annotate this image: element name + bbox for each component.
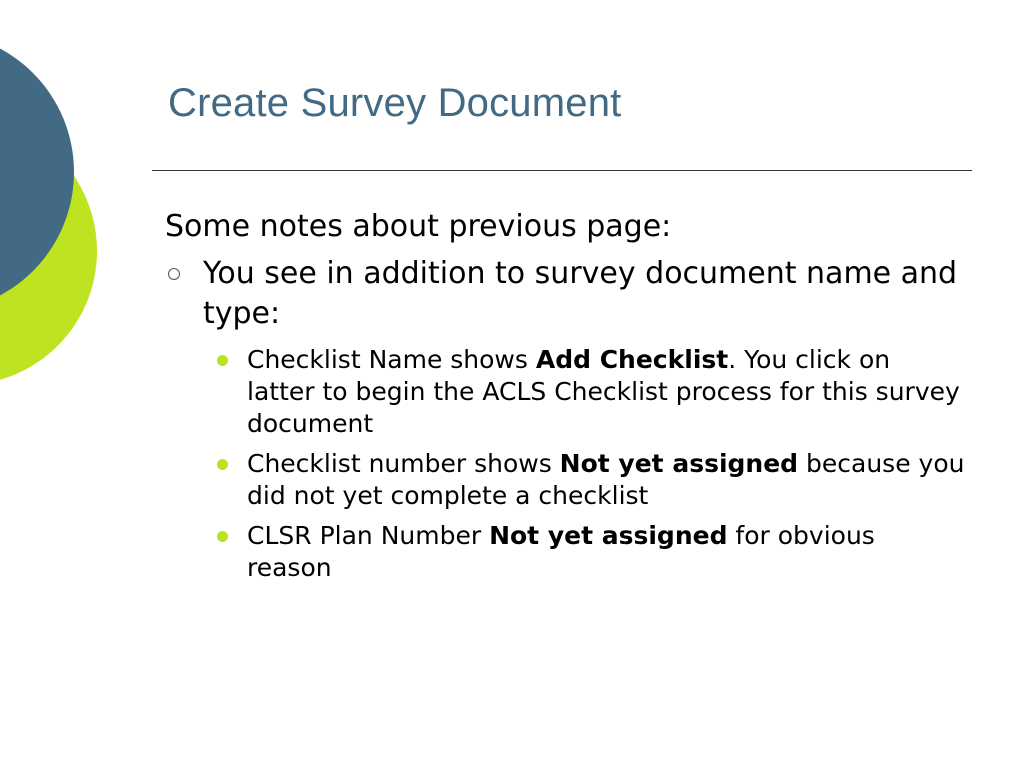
sub-bullet-text-bold: Not yet assigned — [559, 449, 799, 478]
sub-bullet-item — [210, 448, 965, 512]
sub-bullet-item — [210, 520, 965, 584]
sub-bullet-text-pre: Checklist Name shows — [247, 345, 536, 374]
sub-bullet-text-post: . You click on latter to begin the ACLS Checklist process for this survey document — [247, 345, 960, 438]
slide-title: Create Survey Document — [168, 81, 622, 125]
slide-body — [165, 207, 965, 592]
sub-bullet-text-post: for obvious reason — [247, 521, 875, 582]
dot-bullet-icon — [217, 459, 228, 470]
sub-bullet-text-post: because you did not yet complete a checklist — [247, 449, 965, 510]
sub-bullet-item — [210, 344, 965, 440]
title-divider — [152, 170, 972, 171]
sub-bullet-text-bold: Add Checklist — [535, 345, 729, 374]
sub-bullet-text-bold: Not yet assigned — [489, 521, 728, 550]
hollow-bullet-icon — [168, 268, 180, 280]
intro-text: Some notes about previous page: — [165, 209, 672, 244]
sub-bullet-list — [210, 344, 965, 584]
bullet-level1-text: You see in addition to survey document name and type: — [203, 256, 958, 331]
sub-bullet-text-pre: CLSR Plan Number — [247, 521, 490, 550]
dot-bullet-icon — [217, 531, 228, 542]
sub-bullet-text-pre: Checklist number shows — [247, 449, 560, 478]
dot-bullet-icon — [217, 355, 228, 366]
bullet-level1 — [165, 254, 965, 334]
decorative-circles — [0, 0, 110, 420]
